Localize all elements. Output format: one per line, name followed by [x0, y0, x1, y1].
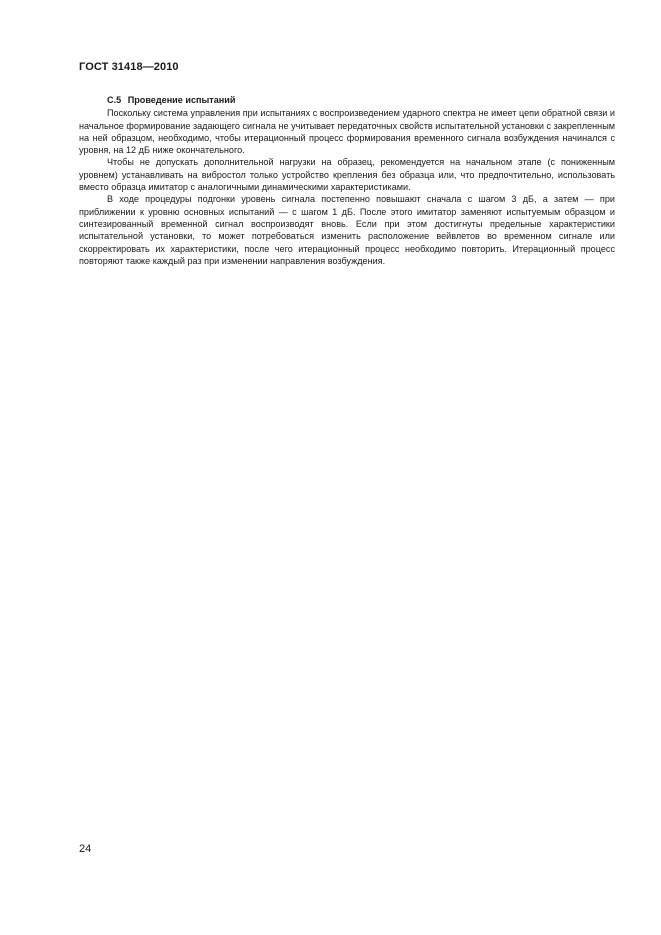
document-code-header: ГОСТ 31418—2010: [79, 61, 179, 73]
section-title: Проведение испытаний: [127, 95, 236, 105]
section-body: [79, 94, 615, 267]
paragraph-1: Поскольку система управления при испытаниях с воспроизведением ударного спектра не имеет цепи обратной связи и начальное формирование задающего сигнала не учитывает передаточных свойств испытательной установки с закрепленным на ней образцом, необходимо, чтобы итерационный процесс формирования временного сигнала возбуждения начинался с уровня, на 12 дБ ниже окончательного.: [79, 108, 615, 156]
page-number: 24: [79, 843, 92, 855]
section-number: С.5: [107, 95, 122, 105]
section-heading: [107, 94, 615, 106]
paragraph-2: Чтобы не допускать дополнительной нагрузки на образец, рекомендуется на начальном этапе (с пониженным уровнем) устанавливать на вибростол только устройство крепления без образца или, что предпочтительно, использовать вместо образца имитатор с аналогичными динамическими характеристиками.: [79, 157, 615, 193]
paragraph-3: В ходе процедуры подгонки уровень сигнала постепенно повышают сначала с шагом 3 дБ, а затем — при приближении к уровню основных испытаний — с шагом 1 дБ. После этого имитатор заменяют испытуемым образцом и синтезированный временной сигнал воспроизводят вновь. Если при этом достигнуты предельные характеристики испытательной установки, то может потребоваться изменить расположение вейвлетов во временном сигнале или скорректировать их характеристики, после чего итерационный процесс необходимо повторить. Итерационный процесс повторяют также каждый раз при изменении направления возбуждения.: [79, 194, 615, 266]
